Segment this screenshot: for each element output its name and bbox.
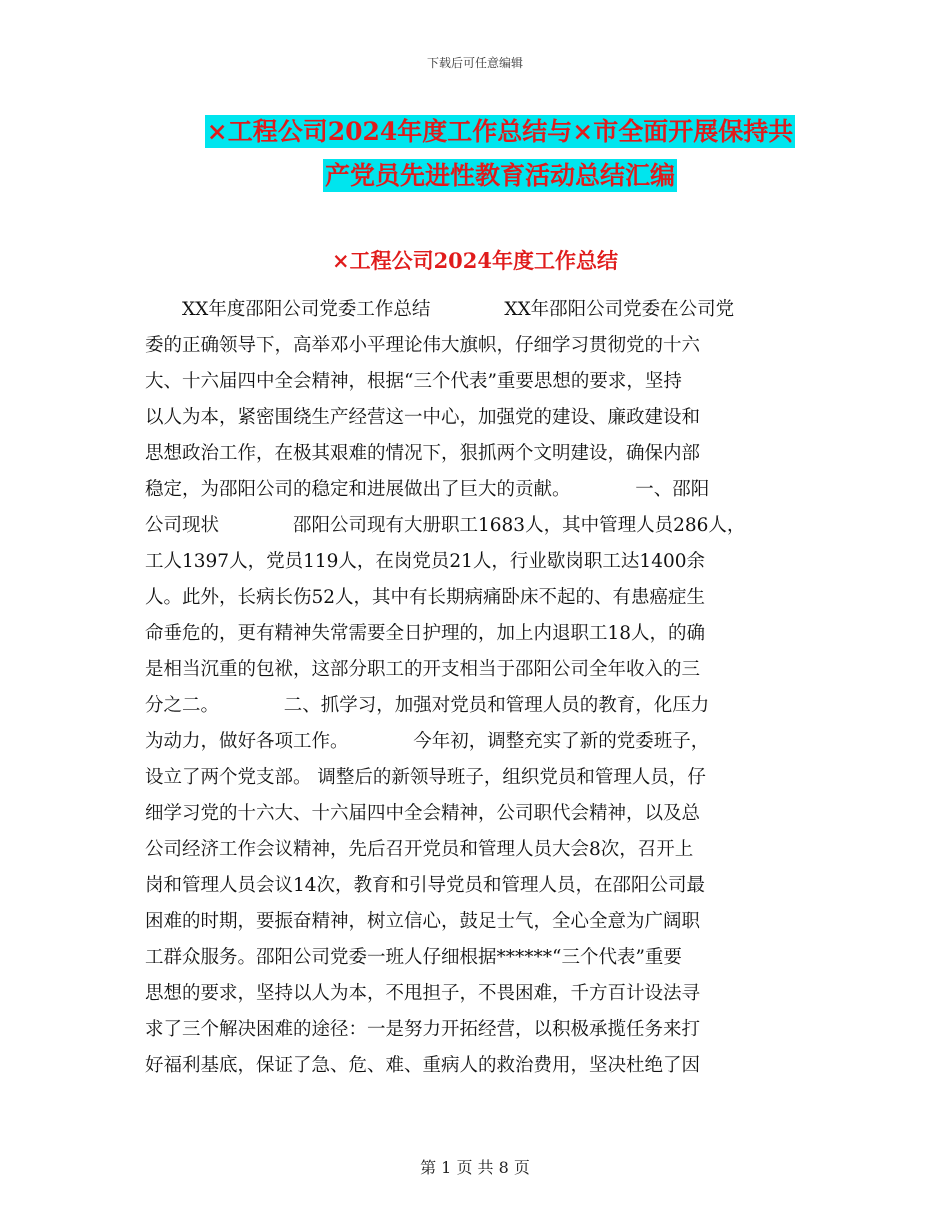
body-line: 公司现状 邵阳公司现有大册职工1683人，其中管理人员286人， [145,515,746,536]
body-line: 好福利基底，保证了急、危、难、重病人的救治费用，坚决杜绝了因 [145,1055,701,1076]
body-line: 为动力，做好各项工作。 今年初，调整充实了新的党委班子， [145,731,710,752]
body-text [145,292,805,1084]
page-footer-page-number: 第 1 页 共 8 页 [420,1158,530,1177]
body-line: 以人为本，紧密围绕生产经营这一中心，加强党的建设、廉政建设和 [145,407,701,428]
body-line: 求了三个解决困难的途径：一是努力开拓经营，以积极承揽任务来打 [145,1019,701,1040]
body-line: 思想的要求，坚持以人为本，不甩担子，不畏困难，千方百计设法寻 [145,983,701,1004]
body-line: 思想政治工作，在极其艰难的情况下，狠抓两个文明建设，确保内部 [145,443,701,464]
body-line: 稳定，为邵阳公司的稳定和进展做出了巨大的贡献。 一、邵阳 [145,479,710,500]
body-line: 困难的时期，要振奋精神，树立信心，鼓足士气，全心全意为广阔职 [145,911,701,932]
body-line: 是相当沉重的包袱，这部分职工的开支相当于邵阳公司全年收入的三 [145,659,701,680]
document-title [150,110,850,198]
body-line: 人。此外，长病长伤52人，其中有长期病痛卧床不起的、有患癌症生 [145,587,706,608]
section-title: ×工程公司2024年度工作总结 [331,248,619,273]
body-line: 委的正确领导下，高举邓小平理论伟大旗帜，仔细学习贯彻党的十六 [145,335,701,356]
body-line: XX年度邵阳公司党委工作总结 XX年邵阳公司党委在公司党 [145,299,735,320]
body-line: 工人1397人，党员119人，在岗党员21人，行业歇岗职工达1400余 [145,551,706,572]
body-line: 工群众服务。邵阳公司党委一班人仔细根据******“三个代表”重要 [145,947,682,968]
document-title-line-1: ×工程公司2024年度工作总结与×市全面开展保持共 [206,117,794,146]
body-line: 分之二。 二、抓学习，加强对党员和管理人员的教育，化压力 [145,695,710,716]
body-line: 命垂危的，更有精神失常需要全日护理的，加上内退职工18人，的确 [145,623,706,644]
body-line: 公司经济工作会议精神，先后召开党员和管理人员大会8次，召开上 [145,839,694,860]
body-line: 岗和管理人员会议14次，教育和引导党员和管理人员，在邵阳公司最 [145,875,706,896]
page-header-note: 下载后可任意编辑 [426,56,523,70]
document-title-line-2: 产党员先进性教育活动总结汇编 [324,161,675,190]
body-line: 设立了两个党支部。 调整后的新领导班子，组织党员和管理人员，仔 [145,767,706,788]
body-line: 大、十六届四中全会精神，根据“三个代表”重要思想的要求，坚持 [145,371,682,392]
body-line: 细学习党的十六大、十六届四中全会精神，公司职代会精神，以及总 [145,803,701,824]
